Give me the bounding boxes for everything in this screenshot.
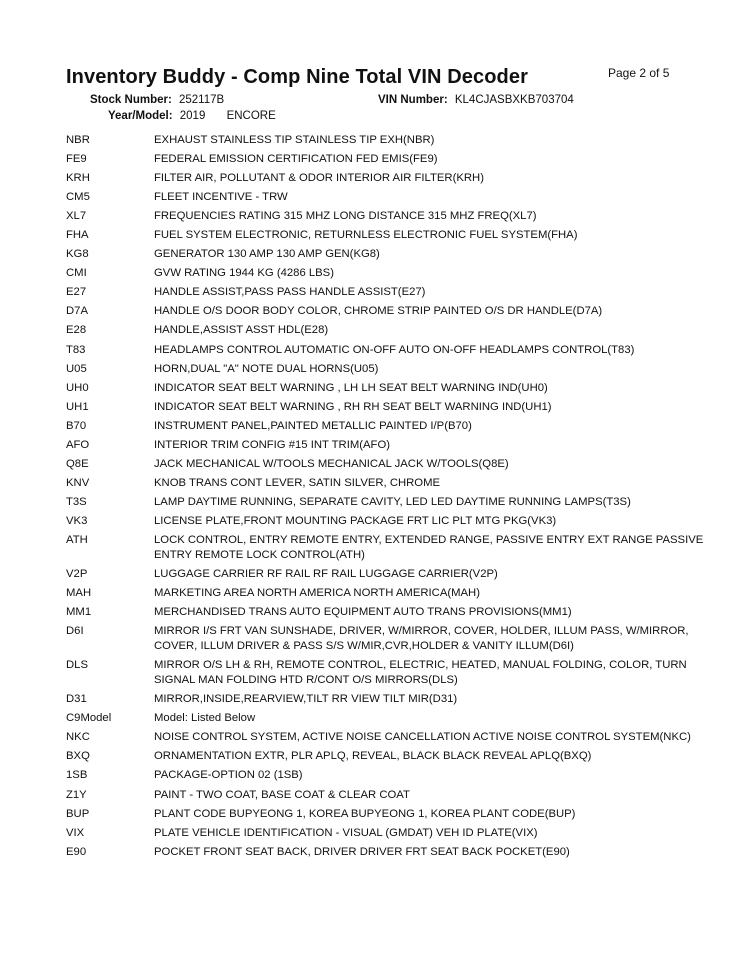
option-row: [66, 730, 716, 745]
option-description: MERCHANDISED TRANS AUTO EQUIPMENT AUTO TRANS PROVISIONS(MM1): [154, 606, 572, 619]
option-row: [66, 749, 716, 764]
option-row: [66, 266, 716, 281]
option-code: T83: [66, 343, 86, 356]
option-code: D6I: [66, 625, 84, 638]
vin-number-value: KL4CJASBXKB703704: [454, 94, 574, 106]
option-code: C9Model: [66, 712, 112, 725]
option-row: [66, 209, 716, 224]
option-row: [66, 624, 716, 654]
option-row: [66, 343, 716, 358]
option-code: AFO: [66, 438, 90, 451]
option-row: [66, 495, 716, 510]
option-description: HEADLAMPS CONTROL AUTOMATIC ON-OFF AUTO ON-OFF HEADLAMPS CONTROL(T83): [154, 343, 635, 356]
option-description: NOISE CONTROL SYSTEM, ACTIVE NOISE CANCELLATION ACTIVE NOISE CONTROL SYSTEM(NKC): [154, 731, 691, 744]
option-row: [66, 711, 716, 726]
option-code: KNV: [66, 476, 90, 489]
option-row: [66, 807, 716, 822]
option-code: D7A: [66, 305, 88, 318]
option-row: [66, 533, 716, 563]
option-description: GVW RATING 1944 KG (4286 LBS): [154, 267, 334, 280]
option-description: EXHAUST STAINLESS TIP STAINLESS TIP EXH(NBR): [154, 134, 435, 146]
option-code: XL7: [66, 210, 87, 223]
stock-number-field: [90, 94, 224, 106]
option-code-list: [66, 133, 716, 864]
option-code: VIX: [66, 826, 85, 839]
option-code: 1SB: [66, 769, 88, 782]
option-description: MARKETING AREA NORTH AMERICA NORTH AMERICA(MAH): [154, 587, 480, 600]
option-description: KNOB TRANS CONT LEVER, SATIN SILVER, CHROME: [154, 476, 441, 489]
option-row: [66, 476, 716, 491]
option-row: [66, 514, 716, 529]
option-description: INDICATOR SEAT BELT WARNING , RH RH SEAT BELT WARNING IND(UH1): [154, 400, 552, 413]
option-code: FE9: [66, 153, 87, 166]
option-description: HANDLE,ASSIST ASST HDL(E28): [154, 324, 329, 337]
page-number: Page 2 of 5: [608, 66, 670, 80]
option-code: KRH: [66, 172, 90, 185]
option-code: NBR: [66, 134, 90, 146]
option-code: MAH: [66, 587, 92, 600]
option-description: INTERIOR TRIM CONFIG #15 INT TRIM(AFO): [154, 438, 390, 451]
option-row: [66, 826, 716, 841]
option-row: [66, 457, 716, 472]
option-description: JACK MECHANICAL W/TOOLS MECHANICAL JACK W/TOOLS(Q8E): [154, 457, 509, 470]
option-row: [66, 438, 716, 453]
option-code: V2P: [66, 568, 88, 581]
option-row: [66, 788, 716, 803]
option-description: MIRROR,INSIDE,REARVIEW,TILT RR VIEW TILT MIR(D31): [154, 693, 458, 706]
option-code: E28: [66, 324, 87, 337]
model-value: ENCORE: [226, 110, 276, 122]
year-model-label: Year/Model:: [108, 110, 173, 122]
option-description: PAINT - TWO COAT, BASE COAT & CLEAR COAT: [154, 788, 410, 801]
option-description: MIRROR I/S FRT VAN SUNSHADE, DRIVER, W/MIRROR, COVER, HOLDER, ILLUM PASS, W/MIRROR, COVER, ILLUM DRIVER & PASS S/S W/MIR,CVR,HOLDER & VANITY ILLUM(D6I): [154, 625, 689, 653]
option-description: Model: Listed Below: [154, 712, 256, 725]
option-description: HANDLE O/S DOOR BODY COLOR, CHROME STRIP PAINTED O/S DR HANDLE(D7A): [154, 305, 603, 318]
option-row: [66, 285, 716, 300]
year-value: 2019: [179, 110, 206, 122]
option-code: D31: [66, 693, 87, 706]
option-description: LOCK CONTROL, ENTRY REMOTE ENTRY, EXTENDED RANGE, PASSIVE ENTRY EXT RANGE PASSIVE ENTRY REMOTE LOCK CONTROL(ATH): [154, 533, 704, 561]
option-row: [66, 381, 716, 396]
option-row: [66, 152, 716, 167]
option-description: INSTRUMENT PANEL,PAINTED METALLIC PAINTED I/P(B70): [154, 419, 472, 432]
option-code: B70: [66, 419, 87, 432]
option-description: HORN,DUAL "A" NOTE DUAL HORNS(U05): [154, 362, 379, 375]
option-code: Q8E: [66, 457, 89, 470]
option-row: [66, 362, 716, 377]
option-code: T3S: [66, 495, 87, 508]
option-row: [66, 419, 716, 434]
option-description: MIRROR O/S LH & RH, REMOTE CONTROL, ELECTRIC, HEATED, MANUAL FOLDING, COLOR, TURN SIGNAL MAN FOLDING HTD R/CONT O/S MIRRORS(DLS): [154, 659, 687, 687]
option-code: BXQ: [66, 750, 90, 763]
option-row: [66, 692, 716, 707]
option-description: INDICATOR SEAT BELT WARNING , LH LH SEAT BELT WARNING IND(UH0): [154, 381, 548, 394]
year-model-field: [108, 110, 276, 122]
option-code: E27: [66, 286, 87, 299]
option-description: LAMP DAYTIME RUNNING, SEPARATE CAVITY, LED LED DAYTIME RUNNING LAMPS(T3S): [154, 495, 631, 508]
option-code: UH0: [66, 381, 89, 394]
option-code: CM5: [66, 191, 90, 204]
option-row: [66, 133, 716, 148]
stock-number-label: Stock Number:: [90, 94, 172, 106]
option-description: FREQUENCIES RATING 315 MHZ LONG DISTANCE 315 MHZ FREQ(XL7): [154, 210, 537, 223]
option-code: CMI: [66, 267, 87, 280]
option-code: BUP: [66, 807, 90, 820]
option-description: HANDLE ASSIST,PASS PASS HANDLE ASSIST(E27): [154, 286, 426, 299]
option-description: FILTER AIR, POLLUTANT & ODOR INTERIOR AIR FILTER(KRH): [154, 172, 484, 185]
option-code: ATH: [66, 533, 88, 546]
option-row: [66, 567, 716, 582]
option-code: UH1: [66, 400, 89, 413]
option-code: FHA: [66, 229, 89, 242]
option-description: FLEET INCENTIVE - TRW: [154, 191, 288, 204]
option-code: VK3: [66, 514, 88, 527]
option-code: KG8: [66, 248, 89, 261]
option-row: [66, 323, 716, 338]
option-code: NKC: [66, 731, 90, 744]
option-row: [66, 605, 716, 620]
option-description: PACKAGE-OPTION 02 (1SB): [154, 769, 303, 782]
option-row: [66, 171, 716, 186]
option-row: [66, 228, 716, 243]
option-row: [66, 845, 716, 860]
option-description: POCKET FRONT SEAT BACK, DRIVER DRIVER FRT SEAT BACK POCKET(E90): [154, 845, 570, 858]
option-code: MM1: [66, 606, 92, 619]
option-row: [66, 768, 716, 783]
option-row: [66, 400, 716, 415]
option-code: Z1Y: [66, 788, 87, 801]
option-description: LICENSE PLATE,FRONT MOUNTING PACKAGE FRT LIC PLT MTG PKG(VK3): [154, 514, 557, 527]
option-description: LUGGAGE CARRIER RF RAIL RF RAIL LUGGAGE CARRIER(V2P): [154, 568, 498, 581]
report-title: Inventory Buddy - Comp Nine Total VIN Decoder: [66, 66, 528, 88]
option-code: DLS: [66, 659, 88, 672]
vin-number-field: [378, 94, 574, 106]
option-code: U05: [66, 362, 87, 375]
option-description: ORNAMENTATION EXTR, PLR APLQ, REVEAL, BLACK BLACK REVEAL APLQ(BXQ): [154, 750, 592, 763]
option-description: FUEL SYSTEM ELECTRONIC, RETURNLESS ELECTRONIC FUEL SYSTEM(FHA): [154, 229, 578, 242]
option-row: [66, 190, 716, 205]
option-row: [66, 586, 716, 601]
stock-number-value: 252117B: [179, 94, 225, 106]
option-row: [66, 247, 716, 262]
option-row: [66, 304, 716, 319]
option-description: FEDERAL EMISSION CERTIFICATION FED EMIS(FE9): [154, 153, 438, 166]
option-description: PLATE VEHICLE IDENTIFICATION - VISUAL (GMDAT) VEH ID PLATE(VIX): [154, 826, 538, 839]
option-description: PLANT CODE BUPYEONG 1, KOREA BUPYEONG 1, KOREA PLANT CODE(BUP): [154, 807, 576, 820]
vin-number-label: VIN Number:: [378, 94, 448, 106]
option-row: [66, 658, 716, 688]
option-description: GENERATOR 130 AMP 130 AMP GEN(KG8): [154, 248, 380, 261]
option-code: E90: [66, 845, 87, 858]
